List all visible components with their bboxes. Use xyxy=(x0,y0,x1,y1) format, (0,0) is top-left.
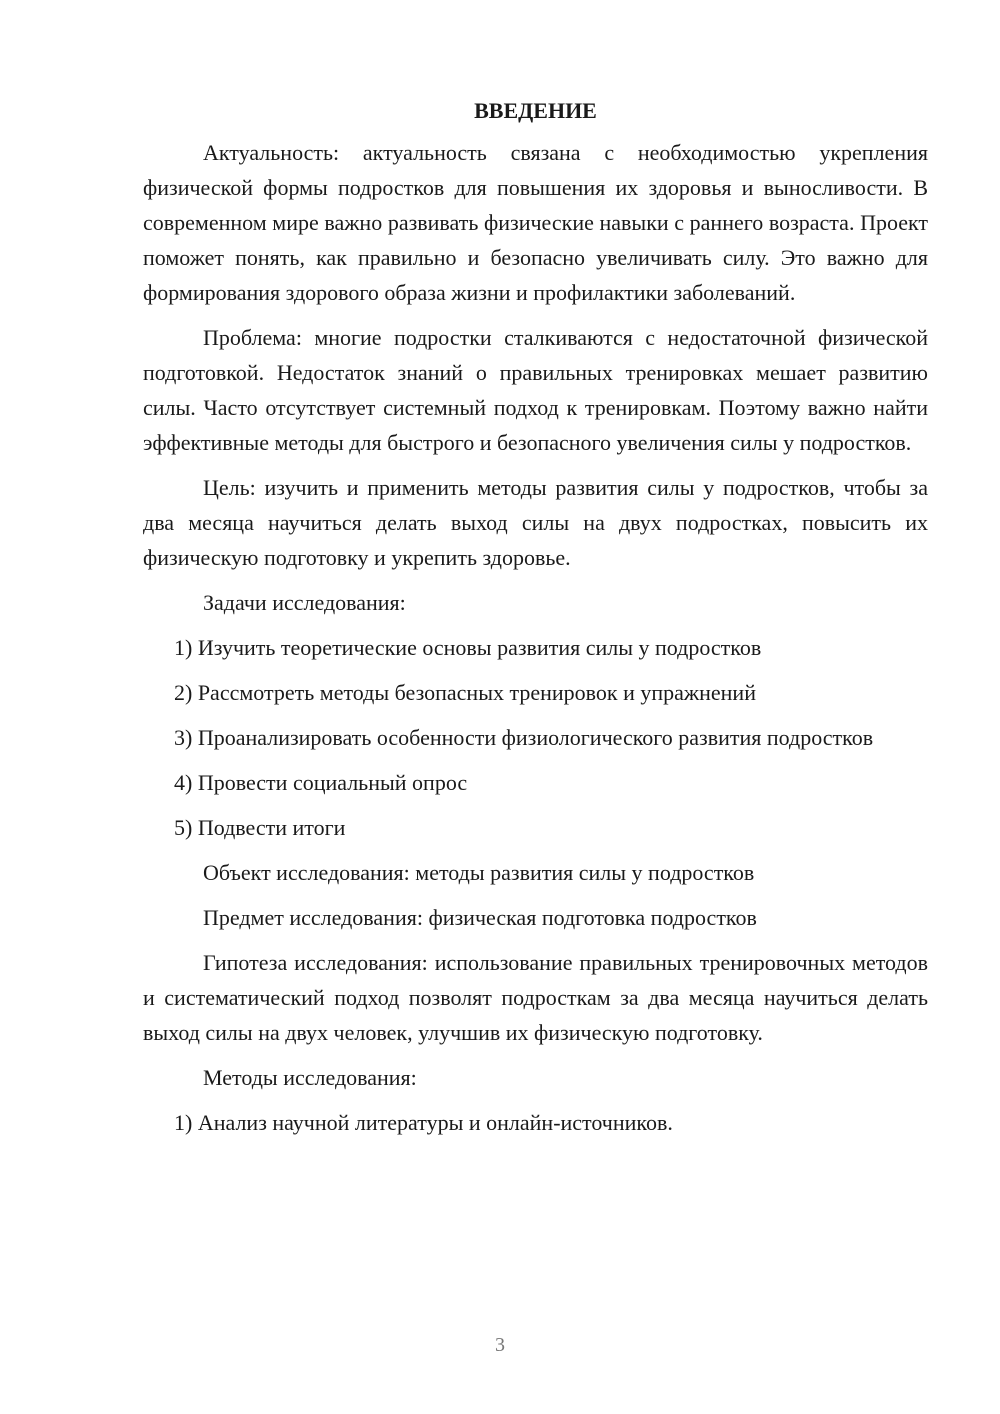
tasks-heading: Задачи исследования: xyxy=(203,590,406,615)
task-item-1: 1) Изучить теоретические основы развития силы у подростков xyxy=(174,635,762,660)
page-number: 3 xyxy=(495,1334,505,1356)
problem-paragraph: Проблема: многие подростки сталкиваются с недостаточной физической подготовкой. Недостаток знаний о правильных тренировках мешает развитию силы. Часто отсутствует системный подход к тренировкам. Поэтому важно найти эффективные методы для быстрого и безопасного увеличения силы у подростков. xyxy=(143,325,928,455)
page-title: ВВЕДЕНИЕ xyxy=(474,98,597,123)
goal-paragraph: Цель: изучить и применить методы развития силы у подростков, чтобы за два месяца научиться делать выход силы на двух подростках, повысить их физическую подготовку и укрепить здоровье. xyxy=(143,475,928,570)
task-item-2: 2) Рассмотреть методы безопасных тренировок и упражнений xyxy=(174,680,756,705)
task-item-4: 4) Провести социальный опрос xyxy=(174,770,468,795)
method-item-1: 1) Анализ научной литературы и онлайн-источников. xyxy=(174,1110,673,1135)
relevance-paragraph: Актуальность: актуальность связана с необходимостью укрепления физической формы подростков для повышения их здоровья и выносливости. В современном мире важно развивать физические навыки с раннего возраста. Проект поможет понять, как правильно и безопасно увеличивать силу. Это важно для формирования здорового образа жизни и профилактики заболеваний. xyxy=(143,140,928,305)
task-item-3: 3) Проанализировать особенности физиологического развития подростков xyxy=(174,725,874,750)
hypothesis-paragraph: Гипотеза исследования: использование правильных тренировочных методов и систематический подход позволят подросткам за два месяца научиться делать выход силы на двух человек, улучшив их физическую подготовку. xyxy=(143,950,928,1045)
page-content xyxy=(143,96,928,1150)
research-subject: Предмет исследования: физическая подготовка подростков xyxy=(203,905,757,930)
methods-heading: Методы исследования: xyxy=(203,1065,417,1090)
task-item-5: 5) Подвести итоги xyxy=(174,815,346,840)
research-object: Объект исследования: методы развития силы у подростков xyxy=(203,860,755,885)
